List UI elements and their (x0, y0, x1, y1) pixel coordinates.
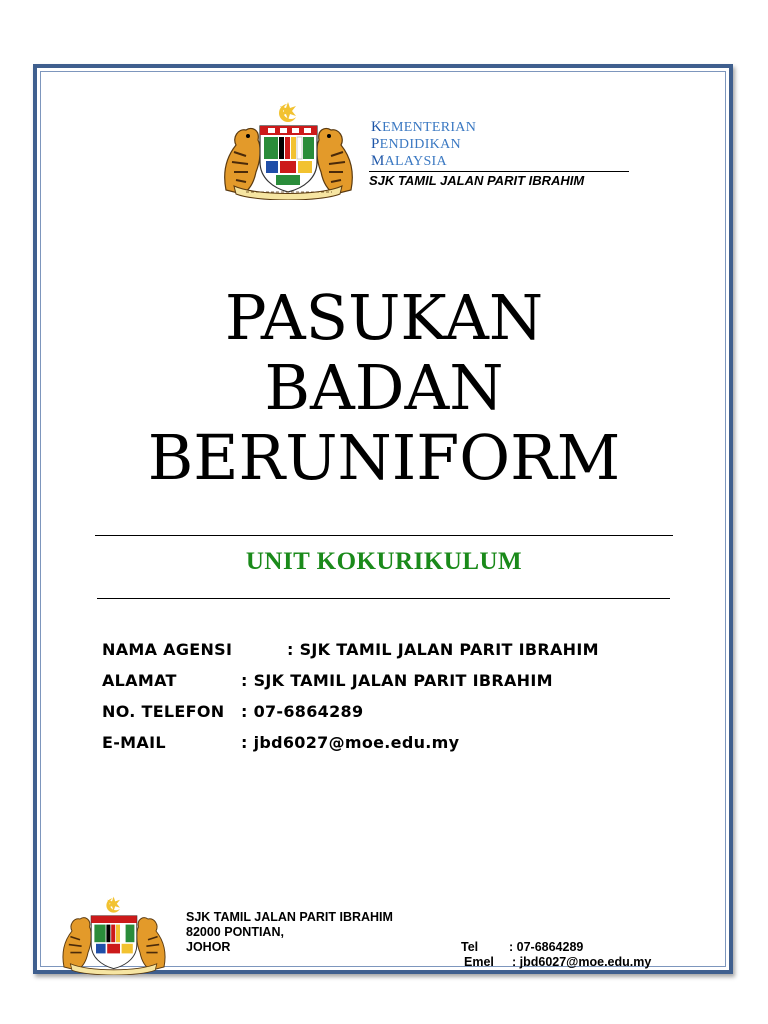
divider-top (95, 535, 673, 536)
ministry-name (371, 119, 476, 170)
footer-email-row (464, 955, 651, 970)
title-line-2: BADAN (264, 351, 504, 424)
address-value: : SJK TAMIL JALAN PARIT IBRAHIM (241, 671, 553, 690)
document-title (0, 283, 768, 493)
agency-label: NAMA AGENSI (102, 640, 233, 659)
ministry-line-1: KEMENTERIAN (371, 119, 477, 135)
footer-email-value: : jbd6027@moe.edu.my (512, 955, 652, 969)
footer-contact (461, 940, 652, 970)
title-line-1: PASUKAN (224, 281, 544, 354)
phone-label: NO. TELEFON (102, 702, 225, 721)
footer-tel-label: Tel (461, 940, 479, 954)
email-label: E-MAIL (102, 733, 166, 752)
footer-address-line-3: JOHOR (186, 940, 231, 954)
divider-bottom (97, 598, 670, 599)
phone-value: : 07-6864289 (241, 702, 364, 721)
footer-tel-value: : 07-6864289 (509, 940, 584, 954)
footer-address-line-1: SJK TAMIL JALAN PARIT IBRAHIM (186, 910, 393, 924)
info-row-phone (102, 702, 364, 721)
address-label: ALAMAT (102, 671, 177, 690)
email-value: : jbd6027@moe.edu.my (241, 733, 460, 752)
footer-coat-of-arms-icon (56, 895, 172, 975)
info-row-address (102, 671, 553, 690)
footer-address-line-2: 82000 PONTIAN, (186, 925, 284, 939)
footer-address (186, 910, 393, 955)
info-row-agency (102, 640, 599, 659)
coat-of-arms-icon (216, 100, 361, 200)
ministry-line-2: PENDIDIKAN (371, 136, 461, 152)
footer-tel-row (461, 940, 648, 955)
title-line-3: BERUNIFORM (147, 421, 621, 494)
unit-heading: UNIT KOKURIKULUM (245, 548, 523, 575)
ministry-line-3: MALAYSIA (371, 153, 447, 169)
footer-email-label: Emel (464, 955, 494, 969)
info-row-email (102, 733, 460, 752)
agency-value: : SJK TAMIL JALAN PARIT IBRAHIM (287, 640, 599, 659)
page-border-inner (40, 71, 726, 967)
header-school-name: SJK TAMIL JALAN PARIT IBRAHIM (369, 171, 629, 188)
